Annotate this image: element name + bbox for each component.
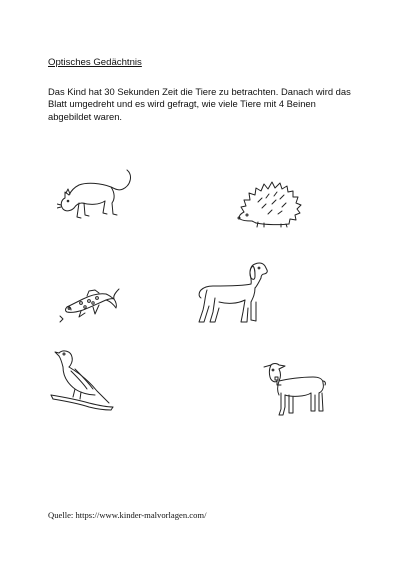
hedgehog-icon: [236, 174, 306, 228]
instruction-line-3: abgebildet waren.: [48, 110, 123, 122]
worksheet-title: Optisches Gedächtnis: [48, 57, 142, 68]
dog-icon: [195, 258, 270, 328]
instruction-text: [48, 86, 370, 123]
instruction-line-2: Blatt umgedreht und es wird gefragt, wie viele Tiere mit 4 Beinen: [48, 98, 316, 110]
bird-icon: [49, 347, 115, 413]
lamb-icon: [261, 359, 329, 419]
source-credit: Quelle: https://www.kinder-malvorlagen.com/: [48, 510, 207, 520]
fish-icon: [59, 283, 121, 325]
cat-icon: [57, 165, 135, 227]
instruction-line-1: Das Kind hat 30 Sekunden Zeit die Tiere zu betrachten. Danach wird das: [48, 86, 351, 97]
